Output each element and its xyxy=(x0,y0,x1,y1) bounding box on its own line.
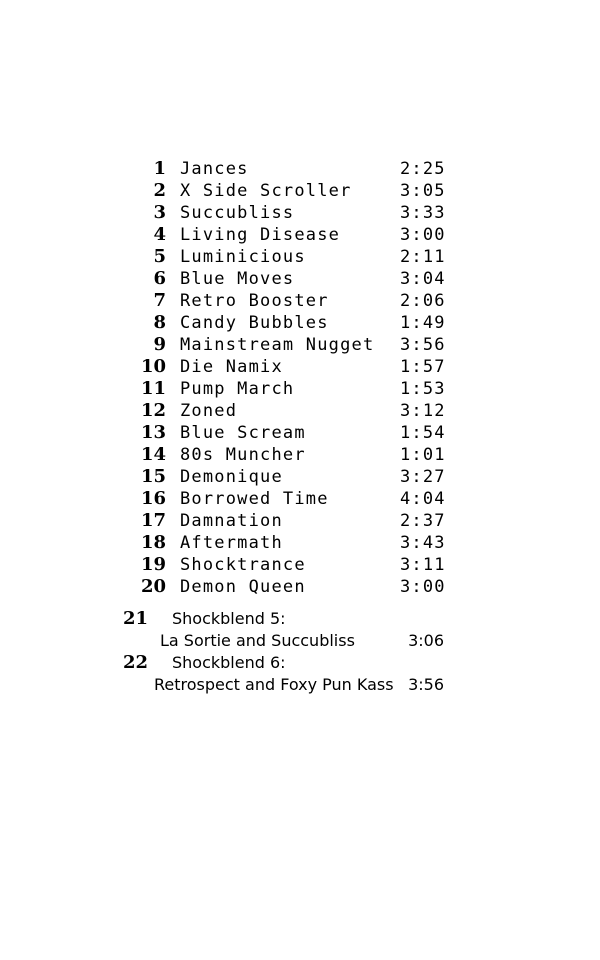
track-number: 11 xyxy=(140,378,166,399)
track-title: 80s Muncher xyxy=(180,445,306,465)
track-title: Borrowed Time xyxy=(180,489,329,509)
track-duration: 3:00 xyxy=(400,225,446,245)
track-duration: 3:04 xyxy=(400,269,446,289)
track-row xyxy=(0,158,600,180)
track-subtitle: La Sortie and Succubliss xyxy=(160,631,355,650)
track-number: 6 xyxy=(153,268,166,289)
track-duration: 3:56 xyxy=(400,335,446,355)
track-number: 1 xyxy=(153,158,166,179)
track-duration: 2:25 xyxy=(400,159,446,179)
track-number: 3 xyxy=(153,202,166,223)
track-duration: 3:12 xyxy=(400,401,446,421)
track-number: 22 xyxy=(122,652,148,673)
track-number: 13 xyxy=(140,422,166,443)
track-subtitle: Retrospect and Foxy Pun Kass xyxy=(154,675,394,694)
track-row xyxy=(0,224,600,246)
track-row xyxy=(0,576,600,598)
track-number: 10 xyxy=(140,356,166,377)
track-row xyxy=(0,290,600,312)
track-title: Blue Moves xyxy=(180,269,295,289)
track-row xyxy=(0,334,600,356)
track-title: Shocktrance xyxy=(180,555,306,575)
track-duration: 3:11 xyxy=(400,555,446,575)
bonus-track-detail xyxy=(0,674,600,696)
track-title: Mainstream Nugget xyxy=(180,335,375,355)
track-duration: 3:43 xyxy=(400,533,446,553)
track-number: 18 xyxy=(140,532,166,553)
track-duration: 3:06 xyxy=(408,631,444,650)
track-number: 21 xyxy=(122,608,148,629)
track-row xyxy=(0,400,600,422)
track-number: 15 xyxy=(140,466,166,487)
track-title: Blue Scream xyxy=(180,423,306,443)
track-row xyxy=(0,488,600,510)
track-duration: 1:57 xyxy=(400,357,446,377)
track-title: Shockblend 6: xyxy=(172,653,286,672)
track-duration: 4:04 xyxy=(400,489,446,509)
track-title: Zoned xyxy=(180,401,238,421)
track-title: Retro Booster xyxy=(180,291,329,311)
track-row xyxy=(0,180,600,202)
track-number: 20 xyxy=(140,576,166,597)
track-duration: 3:33 xyxy=(400,203,446,223)
bonus-track-row xyxy=(0,608,600,630)
track-duration: 1:01 xyxy=(400,445,446,465)
track-title: Die Namix xyxy=(180,357,283,377)
track-duration: 1:49 xyxy=(400,313,446,333)
track-row xyxy=(0,378,600,400)
track-row xyxy=(0,202,600,224)
track-row xyxy=(0,554,600,576)
track-row xyxy=(0,532,600,554)
track-duration: 3:27 xyxy=(400,467,446,487)
track-title: Aftermath xyxy=(180,533,283,553)
track-number: 16 xyxy=(140,488,166,509)
track-number: 4 xyxy=(153,224,166,245)
track-number: 7 xyxy=(153,290,166,311)
track-row xyxy=(0,268,600,290)
track-title: Living Disease xyxy=(180,225,341,245)
track-duration: 1:54 xyxy=(400,423,446,443)
track-number: 12 xyxy=(140,400,166,421)
track-title: Pump March xyxy=(180,379,295,399)
bonus-track-list xyxy=(0,608,600,696)
track-number: 8 xyxy=(153,312,166,333)
track-duration: 3:05 xyxy=(400,181,446,201)
track-title: Jances xyxy=(180,159,249,179)
track-title: Luminicious xyxy=(180,247,306,267)
bonus-track-detail xyxy=(0,630,600,652)
track-title: Succubliss xyxy=(180,203,295,223)
track-duration: 2:06 xyxy=(400,291,446,311)
bonus-track-row xyxy=(0,652,600,674)
track-title: Candy Bubbles xyxy=(180,313,329,333)
track-duration: 2:11 xyxy=(400,247,446,267)
track-row xyxy=(0,312,600,334)
track-number: 9 xyxy=(153,334,166,355)
track-title: Demonique xyxy=(180,467,283,487)
track-duration: 3:00 xyxy=(400,577,446,597)
track-row xyxy=(0,444,600,466)
track-number: 17 xyxy=(140,510,166,531)
track-number: 19 xyxy=(140,554,166,575)
track-list xyxy=(0,158,600,598)
track-duration: 1:53 xyxy=(400,379,446,399)
track-title: Damnation xyxy=(180,511,283,531)
track-row xyxy=(0,510,600,532)
track-row xyxy=(0,422,600,444)
track-number: 14 xyxy=(140,444,166,465)
track-title: X Side Scroller xyxy=(180,181,352,201)
track-row xyxy=(0,246,600,268)
track-title: Shockblend 5: xyxy=(172,609,286,628)
track-row xyxy=(0,466,600,488)
track-duration: 3:56 xyxy=(408,675,444,694)
track-number: 2 xyxy=(153,180,166,201)
track-row xyxy=(0,356,600,378)
track-title: Demon Queen xyxy=(180,577,306,597)
track-duration: 2:37 xyxy=(400,511,446,531)
track-number: 5 xyxy=(153,246,166,267)
